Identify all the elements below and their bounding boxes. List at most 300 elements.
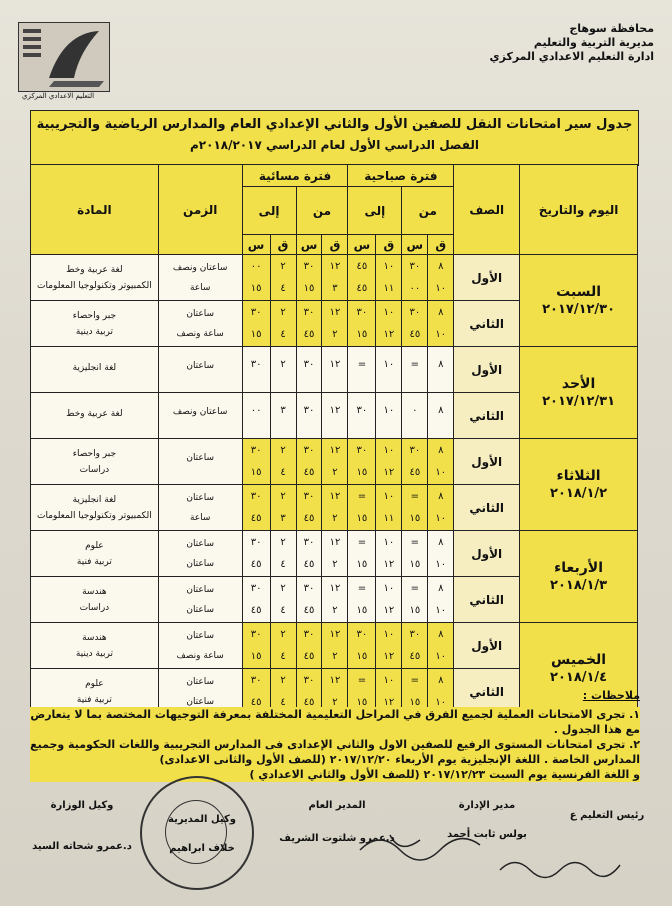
duration-value: ساعتان (186, 452, 215, 463)
time-value: ٤ (280, 466, 286, 478)
time-value: ١٢ (383, 558, 395, 570)
time-value: ١٥ (356, 696, 368, 708)
evening-time-cell (296, 255, 322, 301)
time-value: ٣٠ (303, 628, 315, 640)
time-value: ٤٥ (303, 650, 315, 662)
subject-cell (31, 301, 159, 347)
evening-time-cell (242, 577, 270, 623)
time-value: ١٥ (250, 466, 262, 478)
evening-time-cell (322, 439, 348, 485)
q-header: ق (376, 235, 402, 255)
subject-value: تربية فنية (76, 556, 112, 567)
class-cell: الأول (454, 623, 520, 669)
morning-time-cell (428, 623, 454, 669)
s-header: س (296, 235, 322, 255)
duration-cell (158, 393, 242, 439)
morning-time-cell (376, 485, 402, 531)
time-value: ٢ (332, 696, 338, 708)
time-value: ٣٠ (356, 444, 368, 456)
morning-time-cell (402, 623, 428, 669)
morning-time-cell (348, 255, 376, 301)
evening-time-cell (322, 623, 348, 669)
duration-value: ساعة ونصف (176, 650, 224, 661)
time-value: = (410, 674, 420, 686)
time-value: ٢ (280, 628, 286, 640)
time-value: = (357, 536, 367, 548)
directorate-header (444, 22, 654, 64)
time-value: ١٥ (409, 512, 421, 524)
schedule-title-banner (30, 110, 639, 166)
time-value: ٠ (412, 404, 418, 416)
evening-time-cell (322, 255, 348, 301)
evening-time-cell (322, 531, 348, 577)
time-value: ٣ (280, 404, 286, 416)
duration-value: ساعتان (186, 538, 215, 549)
time-value: ٢ (280, 306, 286, 318)
time-value: ١٢ (329, 306, 341, 318)
morning-time-cell (428, 577, 454, 623)
class-cell: الأول (454, 439, 520, 485)
time-value: ١١ (383, 282, 395, 294)
time-value: ٠٠ (250, 260, 262, 272)
duration-value: ساعتان ونصف (172, 262, 228, 273)
handwritten-signatures (350, 820, 650, 890)
time-value: ٤٥ (250, 558, 262, 570)
time-value: ٣٠ (303, 404, 315, 416)
signature-deputy-minister: وكيل الوزارة د.عمرو شحاته السيد (32, 800, 132, 852)
day-name: السبت (556, 283, 601, 300)
duration-value: ساعتان (186, 604, 215, 615)
time-value: ٤٥ (409, 650, 421, 662)
exam-date: ٢٠١٧/١٢/٣١ (542, 393, 616, 409)
time-value: ١٠ (383, 674, 395, 686)
subject-value: الكمبيوتر وتكنولوجيا المعلومات (37, 510, 152, 521)
time-value: ٤٥ (409, 328, 421, 340)
evening-time-cell (270, 577, 296, 623)
day-name: الأحد (561, 375, 596, 392)
evening-to-header: إلى (242, 187, 296, 235)
time-value: ٣٠ (303, 490, 315, 502)
morning-time-cell (376, 439, 402, 485)
time-value: ١٠ (435, 282, 447, 294)
time-value: ٤٥ (250, 512, 262, 524)
morning-time-cell (428, 439, 454, 485)
s-header: س (402, 235, 428, 255)
subject-value: هندسة (82, 586, 107, 597)
schedule-title: جدول سير امتحانات النقل للصفين الأول والثاني الإعدادي العام والمدارس الرياضية والتجريبية (36, 117, 633, 132)
table-row (31, 623, 638, 669)
time-value: ١٠ (435, 604, 447, 616)
class-header: الصف (454, 165, 520, 255)
time-value: ١٠ (435, 328, 447, 340)
morning-time-cell (348, 347, 376, 393)
morning-time-cell (402, 301, 428, 347)
duration-value: ساعتان (186, 558, 215, 569)
time-value: ٢ (332, 558, 338, 570)
evening-time-cell (322, 347, 348, 393)
morning-time-cell (348, 439, 376, 485)
q-header: ق (322, 235, 348, 255)
time-value: ٤٥ (303, 604, 315, 616)
q-header: ق (270, 235, 296, 255)
time-value: = (410, 490, 420, 502)
day-cell (520, 439, 638, 531)
time-value: ٨ (438, 582, 444, 594)
morning-time-cell (376, 577, 402, 623)
morning-time-cell (348, 623, 376, 669)
time-value: ١٥ (356, 650, 368, 662)
evening-time-cell (296, 623, 322, 669)
time-value: ٣٠ (409, 306, 421, 318)
class-cell: الثاني (454, 669, 520, 715)
time-value: ١٠ (383, 444, 395, 456)
time-value: ٣٠ (409, 260, 421, 272)
signature-deputy-directorate: وكيل المديرية خلاف ابراهيم (168, 814, 236, 854)
time-value: ١٢ (329, 490, 341, 502)
subject-cell (31, 485, 159, 531)
duration-value: ساعتان (186, 360, 215, 371)
morning-time-cell (428, 485, 454, 531)
morning-from-header: من (402, 187, 454, 235)
time-value: ٨ (438, 404, 444, 416)
class-cell: الأول (454, 347, 520, 393)
class-cell: الثاني (454, 301, 520, 347)
time-value: ٣٠ (409, 444, 421, 456)
evening-time-cell (242, 485, 270, 531)
time-value: ٢ (332, 328, 338, 340)
time-value: ٣٠ (250, 536, 262, 548)
exam-schedule-table (30, 164, 638, 715)
morning-time-cell (348, 485, 376, 531)
time-value: ٣٠ (250, 582, 262, 594)
duration-cell (158, 623, 242, 669)
q-header: ق (428, 235, 454, 255)
time-value: ٣٠ (250, 444, 262, 456)
evening-time-cell (242, 255, 270, 301)
time-value: ٨ (438, 306, 444, 318)
time-value: ١٢ (383, 604, 395, 616)
time-value: ١٢ (383, 328, 395, 340)
time-value: ١٢ (329, 582, 341, 594)
time-value: ١٥ (356, 558, 368, 570)
time-value: ٨ (438, 628, 444, 640)
s-header: س (348, 235, 376, 255)
day-name: الثلاثاء (556, 467, 601, 484)
time-value: ١٥ (356, 604, 368, 616)
morning-time-cell (376, 393, 402, 439)
time-value: ١٢ (383, 466, 395, 478)
morning-time-cell (428, 255, 454, 301)
day-date-header: اليوم والتاريخ (520, 165, 638, 255)
duration-value: ساعة ونصف (176, 328, 224, 339)
morning-time-cell (402, 439, 428, 485)
time-value: ٢ (280, 582, 286, 594)
time-value: ٣٠ (250, 628, 262, 640)
time-value: ١٠ (383, 582, 395, 594)
time-value: ١٥ (409, 696, 421, 708)
morning-time-cell (348, 531, 376, 577)
time-value: ٣ (280, 512, 286, 524)
time-value: ٣٠ (303, 358, 315, 370)
subject-value: دراسات (79, 602, 110, 613)
subject-value: لغة انجليزية (72, 494, 117, 505)
time-value: ١٠ (383, 536, 395, 548)
duration-cell (158, 439, 242, 485)
table-row (31, 531, 638, 577)
time-value: ٨ (438, 444, 444, 456)
time-value: ١٠ (383, 358, 395, 370)
time-value: ٨ (438, 260, 444, 272)
evening-time-cell (242, 439, 270, 485)
evening-time-cell (322, 485, 348, 531)
evening-time-cell (242, 347, 270, 393)
morning-time-cell (376, 255, 402, 301)
time-value: ٤٥ (356, 282, 368, 294)
duration-value: ساعة (189, 282, 211, 293)
evening-time-cell (270, 531, 296, 577)
time-value: ٣٠ (250, 674, 262, 686)
morning-time-cell (402, 347, 428, 393)
logo-caption: التعليم الاعدادي المركزي (22, 92, 95, 100)
subject-header: المادة (31, 165, 159, 255)
time-value: ٢ (332, 650, 338, 662)
time-value: ٢ (280, 358, 286, 370)
time-value: ٣٠ (250, 306, 262, 318)
time-value: = (357, 582, 367, 594)
class-cell: الأول (454, 531, 520, 577)
notes-title: ملاحظات : (582, 689, 640, 702)
day-name: الأربعاء (554, 559, 603, 576)
evening-time-cell (322, 393, 348, 439)
time-value: ١٠ (435, 466, 447, 478)
time-value: ١٢ (329, 404, 341, 416)
time-value: ٢ (280, 260, 286, 272)
morning-time-cell (376, 301, 402, 347)
time-value: ١٥ (356, 328, 368, 340)
time-value: = (410, 358, 420, 370)
time-value: ٣٠ (303, 260, 315, 272)
administration-logo (18, 22, 110, 92)
evening-time-cell (242, 531, 270, 577)
time-value: ٤ (280, 328, 286, 340)
morning-time-cell (402, 531, 428, 577)
signature-admin-director: مدير الإدارة بولس ثابت أحمد (447, 800, 527, 840)
time-value: ٣٠ (303, 674, 315, 686)
evening-time-cell (270, 255, 296, 301)
time-value: ١٠ (383, 404, 395, 416)
table-row (31, 347, 638, 393)
evening-time-cell (296, 301, 322, 347)
table-row (31, 255, 638, 301)
time-value: = (357, 674, 367, 686)
day-cell (520, 531, 638, 623)
evening-time-cell (296, 347, 322, 393)
time-value: ١٢ (383, 696, 395, 708)
time-value: ١٢ (329, 628, 341, 640)
time-value: ١٥ (303, 282, 315, 294)
time-value: = (357, 358, 367, 370)
morning-time-cell (402, 485, 428, 531)
morning-time-cell (376, 347, 402, 393)
morning-time-cell (428, 301, 454, 347)
subject-cell (31, 393, 159, 439)
evening-time-cell (270, 485, 296, 531)
subject-value: هندسة (82, 632, 107, 643)
time-value: ٢ (280, 536, 286, 548)
governorate-line: محافظة سوهاج (569, 22, 654, 35)
s-header: س (242, 235, 270, 255)
time-value: ١٠ (383, 260, 395, 272)
time-value: ٣٠ (356, 404, 368, 416)
time-value: ٣٠ (303, 582, 315, 594)
morning-time-cell (428, 531, 454, 577)
evening-period-header: فترة مسائية (242, 165, 348, 187)
time-value: ٤ (280, 558, 286, 570)
evening-from-header: من (296, 187, 348, 235)
evening-time-cell (270, 439, 296, 485)
time-value: ٣ (332, 282, 338, 294)
time-value: ٣٠ (303, 444, 315, 456)
notes-section (30, 688, 640, 782)
duration-header: الزمن (158, 165, 242, 255)
duration-value: ساعتان (186, 492, 215, 503)
time-value: ١٢ (329, 358, 341, 370)
note-3: و اللغة الفرنسية يوم السبت ٢٠١٧/١٢/٢٣ (للصف الأول والثاني الاعدادي ) (30, 767, 640, 782)
time-value: ٤ (280, 282, 286, 294)
signature-education-head: رئيس التعليم ع (569, 810, 645, 821)
evening-time-cell (270, 347, 296, 393)
time-value: ٤٥ (356, 260, 368, 272)
duration-value: ساعتان (186, 676, 215, 687)
morning-time-cell (376, 531, 402, 577)
time-value: ١٢ (329, 536, 341, 548)
time-value: ١٠ (383, 306, 395, 318)
subject-value: جبر واحصاء (72, 310, 117, 321)
time-value: ٠٠ (409, 282, 421, 294)
evening-time-cell (322, 301, 348, 347)
time-value: ١٥ (409, 604, 421, 616)
time-value: ٤٥ (409, 466, 421, 478)
time-value: ٣٠ (356, 628, 368, 640)
duration-value: ساعة (189, 512, 211, 523)
time-value: = (410, 536, 420, 548)
time-value: ٢ (332, 604, 338, 616)
evening-time-cell (242, 623, 270, 669)
time-value: ٣٠ (250, 358, 262, 370)
evening-time-cell (296, 577, 322, 623)
morning-time-cell (402, 255, 428, 301)
time-value: ٢ (332, 466, 338, 478)
duration-cell (158, 531, 242, 577)
class-cell: الثاني (454, 393, 520, 439)
time-value: ١٥ (250, 328, 262, 340)
time-value: ١٠ (435, 512, 447, 524)
time-value: ١٥ (250, 282, 262, 294)
exam-date: ٢٠١٨/١/٤ (550, 669, 608, 685)
subject-value: تربية فنية (76, 694, 112, 705)
morning-time-cell (348, 577, 376, 623)
time-value: ٨ (438, 536, 444, 548)
evening-time-cell (270, 301, 296, 347)
evening-time-cell (296, 439, 322, 485)
time-value: ٤٥ (303, 696, 315, 708)
subject-value: تربية دينية (75, 648, 113, 659)
time-value: ٣٠ (409, 628, 421, 640)
time-value: = (357, 490, 367, 502)
time-value: ١٠ (383, 628, 395, 640)
subject-value: الكمبيوتر وتكنولوجيا المعلومات (37, 280, 152, 291)
evening-time-cell (296, 485, 322, 531)
time-value: ١٥ (250, 650, 262, 662)
time-value: ٤٥ (303, 512, 315, 524)
time-value: ١٠ (383, 490, 395, 502)
evening-time-cell (296, 531, 322, 577)
note-2: ٢. تجرى امتحانات المستوى الرفيع للصفين الاول والثاني الإعدادى فى المدارس التجريبية واللغات الحكومية وجميع المدارس الخاصة . اللغة الإنجليزية يوم الأربعاء ٢٠١٧/١٢/٢٠ (للصف الأول والثانى الاعدادى) (30, 738, 640, 766)
time-value: ٢ (332, 512, 338, 524)
class-cell: الأول (454, 255, 520, 301)
subject-cell (31, 255, 159, 301)
subject-cell (31, 623, 159, 669)
time-value: ١٢ (329, 674, 341, 686)
time-value: ٣٠ (303, 306, 315, 318)
time-value: ١٥ (356, 466, 368, 478)
table-row (31, 439, 638, 485)
time-value: ١٥ (356, 512, 368, 524)
exam-date: ٢٠١٨/١/٢ (550, 485, 608, 501)
class-cell: الثاني (454, 485, 520, 531)
duration-value: ساعتان ونصف (172, 406, 228, 417)
subject-value: لغة عربية وخط (66, 264, 123, 275)
time-value: ١٢ (329, 444, 341, 456)
schedule-subtitle: الفصل الدراسي الأول لعام الدراسي ٢٠١٨/٢٠١٧م (190, 138, 479, 152)
time-value: ٨ (438, 490, 444, 502)
subject-value: دراسات (79, 464, 110, 475)
time-value: ٣٠ (356, 306, 368, 318)
morning-time-cell (402, 577, 428, 623)
exam-date: ٢٠١٨/١/٣ (550, 577, 608, 593)
time-value: ٤٥ (250, 604, 262, 616)
time-value: ٠٠ (250, 404, 262, 416)
time-value: ٣٠ (250, 490, 262, 502)
administration-line: ادارة التعليم الاعدادي المركزي (489, 50, 654, 63)
subject-value: لغة عربية وخط (66, 408, 123, 419)
duration-cell (158, 347, 242, 393)
time-value: ١٠ (435, 558, 447, 570)
exam-date: ٢٠١٧/١٢/٣٠ (542, 301, 616, 317)
subject-cell (31, 531, 159, 577)
time-value: ١٠ (435, 696, 447, 708)
time-value: ٨ (438, 674, 444, 686)
duration-cell (158, 485, 242, 531)
day-cell (520, 255, 638, 347)
time-value: ٢ (280, 674, 286, 686)
subject-value: جبر واحصاء (72, 448, 117, 459)
note-1: ١. تجرى الامتحانات العملية لجميع الفرق في المراحل التعليمية المختلفة بمعرفة التوجيهات المختصة بما لا يتعارض مع هذا الجدول . (30, 708, 640, 736)
time-value: ٤ (280, 650, 286, 662)
evening-time-cell (270, 623, 296, 669)
time-value: ٢ (280, 444, 286, 456)
subject-value: علوم (85, 678, 104, 689)
signature-general-director: المدير العام د.عمرو شلتوت الشريف (279, 800, 395, 844)
subject-cell (31, 439, 159, 485)
duration-cell (158, 255, 242, 301)
evening-time-cell (270, 393, 296, 439)
subject-value: علوم (85, 540, 104, 551)
morning-to-header: إلى (348, 187, 402, 235)
morning-period-header: فترة صباحية (348, 165, 454, 187)
duration-value: ساعتان (186, 696, 215, 707)
duration-value: ساعتان (186, 308, 215, 319)
